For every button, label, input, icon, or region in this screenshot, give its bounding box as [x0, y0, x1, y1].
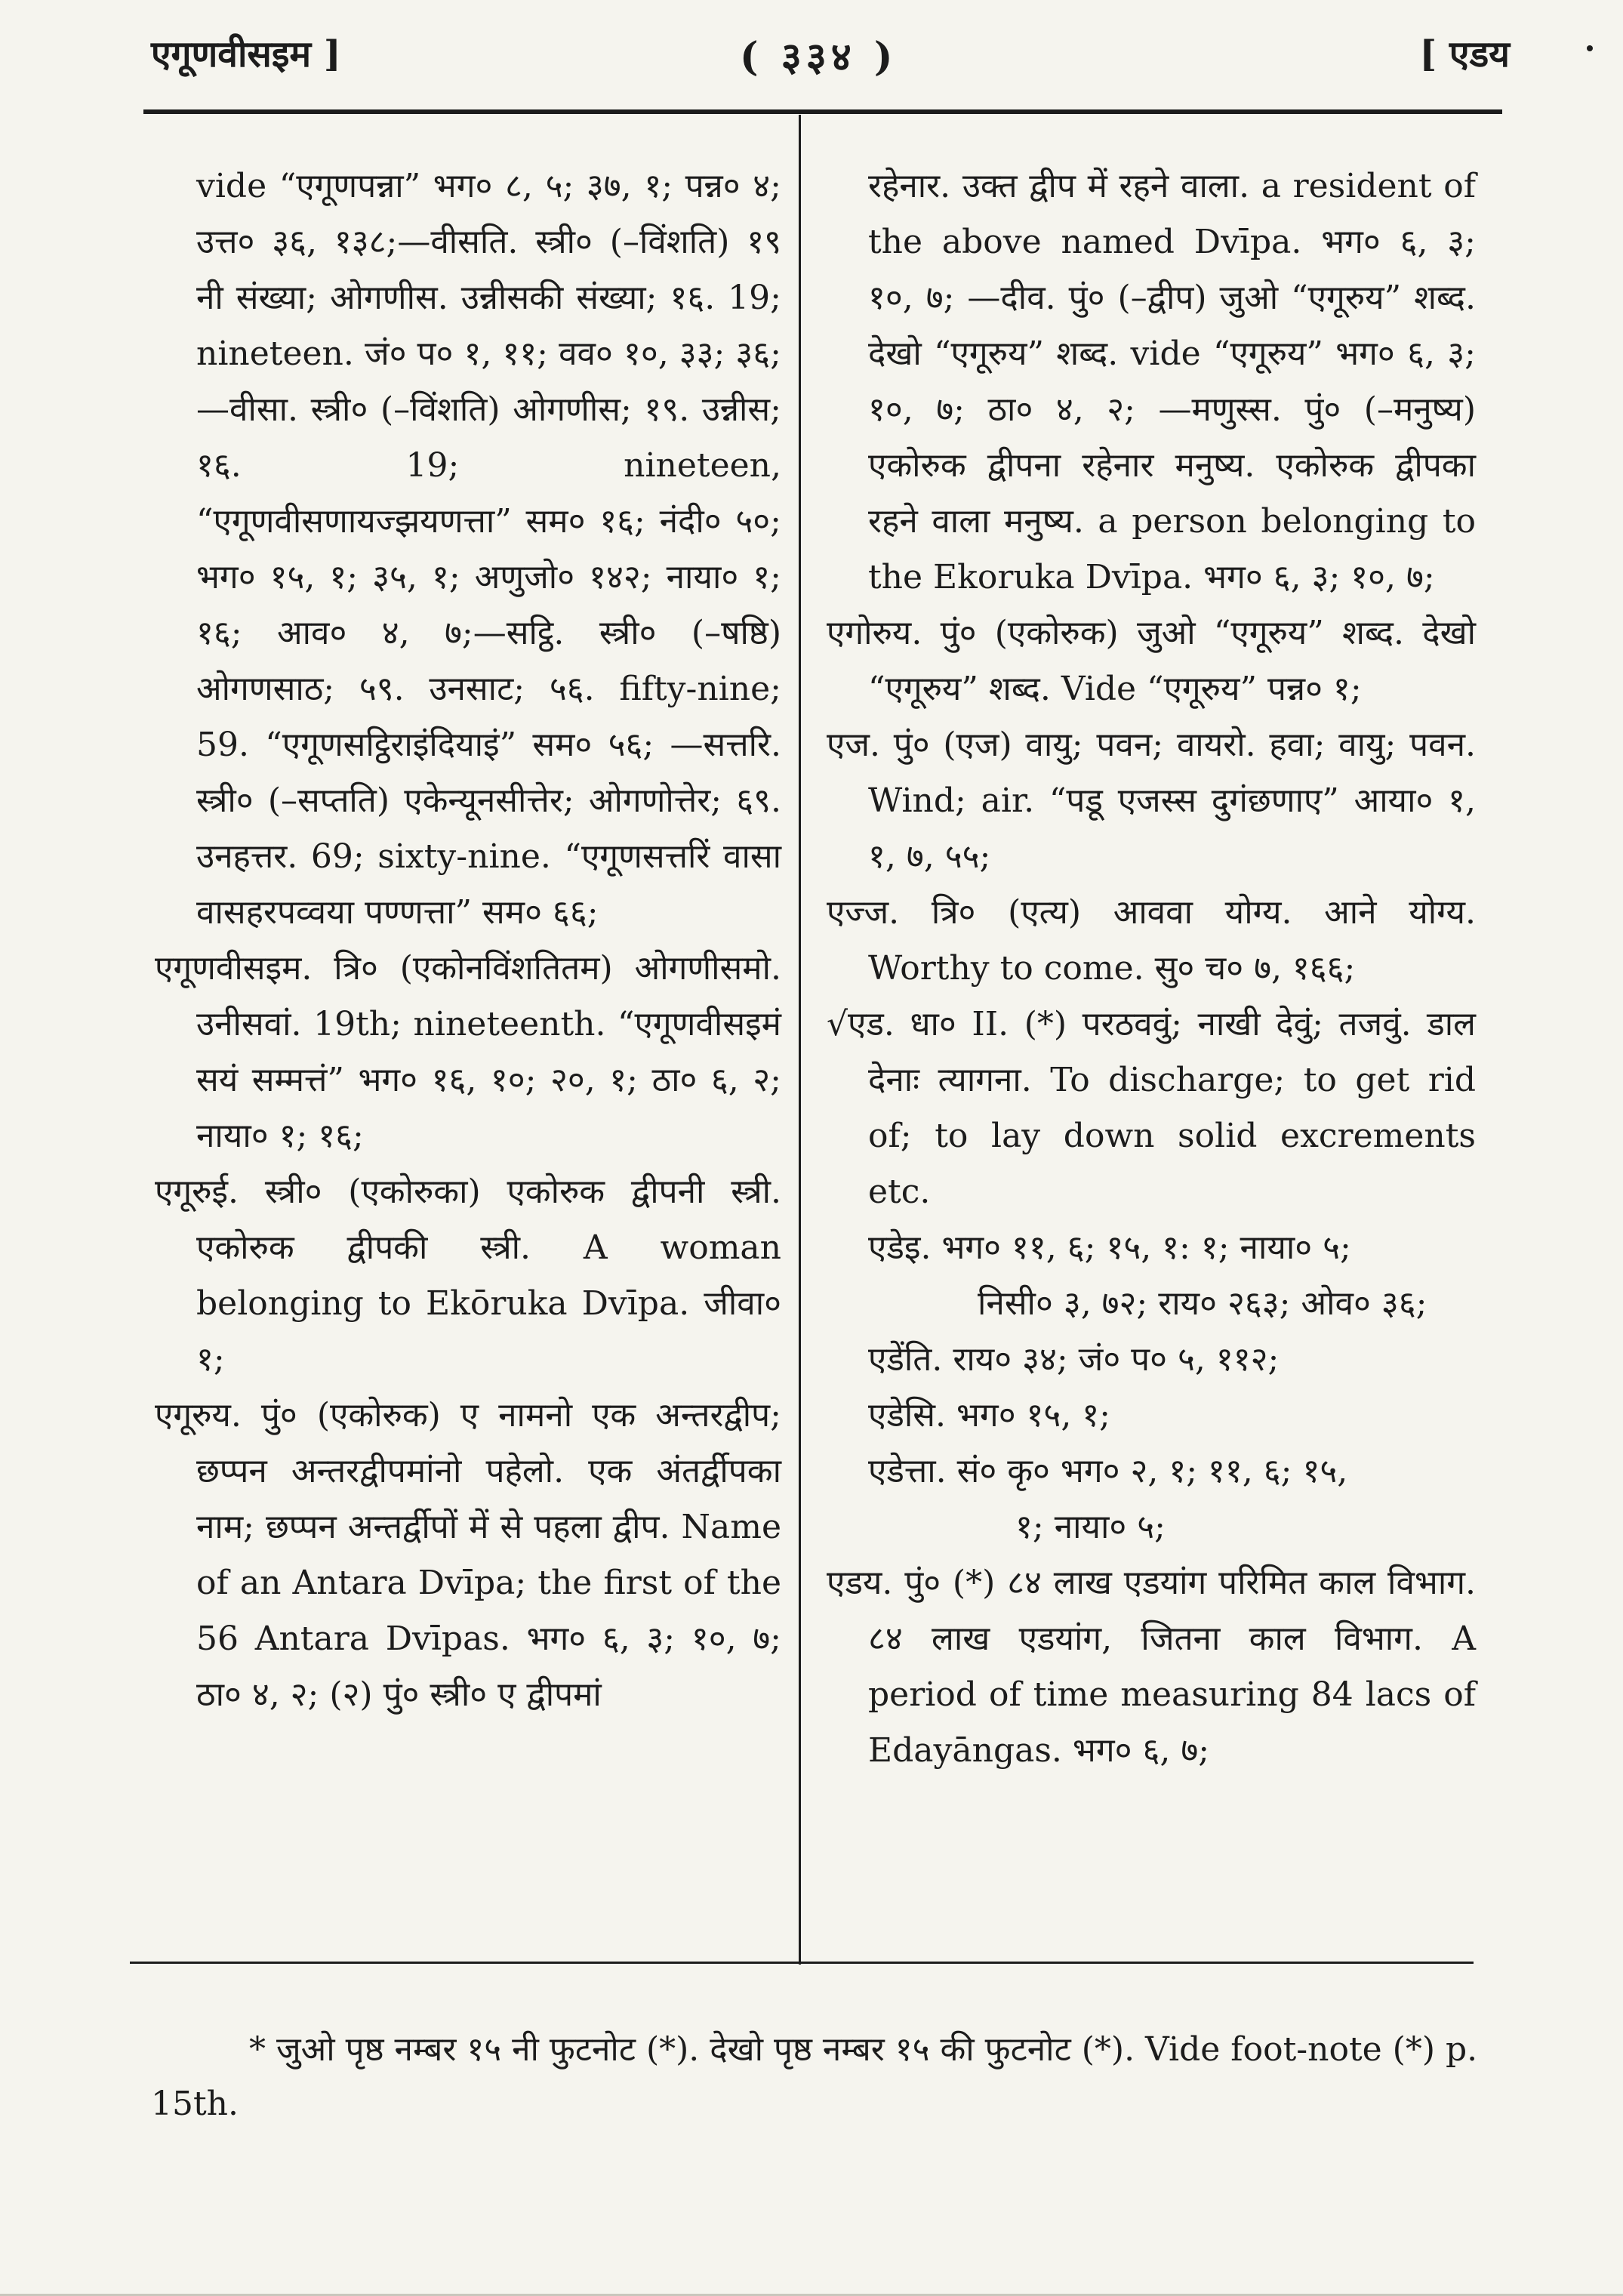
- verb-form-line: एडेइ. भग० ११, ६; १५, १: १; नाया० ५;: [868, 1228, 1351, 1267]
- verb-form-line: १; नाया० ५;: [1015, 1508, 1166, 1546]
- header-first-word: एगूणवीसइम ]: [151, 33, 341, 76]
- margin-dot: [1587, 45, 1593, 51]
- verb-form-line: निसी० ३, ७२; राय० २६३; ओव० ३६;: [978, 1284, 1427, 1323]
- verb-form-line: एडेंति. राय० ३४; जं० प० ५, ११२;: [868, 1340, 1280, 1379]
- page-header: [151, 29, 1510, 97]
- dictionary-entry: √एड. धा० II. (*) परठववुं; नाखी देवुं; तजवुं. डाल देनाः त्यागना. To discharge; to get rid of; to lay down solid excrements etc.: [827, 1005, 1476, 1211]
- header-rule: [143, 109, 1502, 114]
- page-number: ( ३३४ ): [740, 34, 898, 80]
- dictionary-entry: एज्ज. त्रि० (एत्य) आववा योग्य. आने योग्य. Worthy to come. सु० च० ७, १६६;: [827, 893, 1476, 988]
- dictionary-entry: एगूरुय. पुं० (एकोरुक) ए नामनो एक अन्तरद्वीप; छप्पन अन्तरद्वीपमांनो पहेलो. एक अंतर्द्वीपका नाम; छप्पन अन्तर्द्वीपों में से पहला द्वीप. Name of an Antara Dvīpa; the first of the 56 Antara Dvīpas. भग० ६, ३; १०, ७; ठा० ४, २; (२) पुं० स्त्री० ए द्वीपमां: [155, 1396, 781, 1714]
- dictionary-entry: रहेनार. उक्त द्वीप में रहने वाला. a resident of the above named Dvīpa. भग० ६, ३; १०, ७; —दीव. पुं० (–द्वीप) जुओ “एगूरुय” शब्द. देखो “एगूरुय” शब्द. vide “एगूरुय” भग० ६, ३; १०, ७; ठा० ४, २; —मणुस्स. पुं० (–मनुष्य) एकोरुक द्वीपना रहेनार मनुष्य. एकोरुक द्वीपका रहने वाला मनुष्य. a person belonging to the Ekoruka Dvīpa. भग० ६, ३; १०, ७;: [868, 167, 1476, 596]
- left-column: [155, 159, 781, 1723]
- verb-form-line: एडेत्ता. सं० कृ० भग० २, १; ११, ६; १५,: [868, 1452, 1348, 1490]
- verb-form-line: एडेसि. भग० १५, १;: [868, 1396, 1110, 1435]
- footnote-rule: [130, 1962, 1474, 1964]
- dictionary-entry: एगूणवीसइम. त्रि० (एकोनविंशतितम) ओगणीसमो. उनीसवां. 19th; nineteenth. “एगूणवीसइमं सयं सम्मत्तं” भग० १६, १०; २०, १; ठा० ६, २; नाया० १; १६;: [155, 949, 781, 1155]
- column-divider: [799, 115, 801, 1965]
- footnote: * जुओ पृष्ठ नम्बर १५ नी फुटनोट (*). देखो पृष्ठ नम्बर १५ की फुटनोट (*). Vide foot-note (*) p. 15th.: [151, 2030, 1478, 2123]
- header-last-word: [ एडय: [1419, 33, 1510, 76]
- dictionary-entry: एज. पुं० (एज) वायु; पवन; वायरो. हवा; वायु; पवन. Wind; air. “पडू एजस्स दुगंछणाए” आया० १, १, ७, ५५;: [827, 726, 1476, 876]
- right-column: [827, 159, 1476, 1779]
- dictionary-entry: एगूरुई. स्त्री० (एकोरुका) एकोरुक द्वीपनी स्त्री. एकोरुक द्वीपकी स्त्री. A woman belonging to Ekōruka Dvīpa. जीवा० १;: [155, 1173, 781, 1379]
- dictionary-entry: एडय. पुं० (*) ८४ लाख एडयांग परिमित काल विभाग. ८४ लाख एडयांग, जितना काल विभाग. A period of time measuring 84 lacs of Edayāngas. भग० ६, ७;: [827, 1564, 1476, 1770]
- dictionary-entry: एगोरुय. पुं० (एकोरुक) जुओ “एगूरुय” शब्द. देखो “एगूरुय” शब्द. Vide “एगूरुय” पन्न० १;: [827, 614, 1476, 708]
- dictionary-entry: vide “एगूणपन्ना” भग० ८, ५; ३७, १; पन्न० ४; उत्त० ३६, १३८;—वीसति. स्त्री० (–विंशति) १९ नी संख्या; ओगणीस. उन्नीसकी संख्या; १६. 19; nineteen. जं० प० १, ११; वव० १०, ३३; ३६;—वीसा. स्त्री० (–विंशति) ओगणीस; १९. उन्नीस; १६. 19; nineteen, “एगूणवीसणायज्झयणत्ता” सम० १६; नंदी० ५०; भग० १५, १; ३५, १; अणुजो० १४२; नाया० १; १६; आव० ४, ७;—सट्ठि. स्त्री० (–षष्ठि) ओगणसाठ; ५९. उनसाट; ५६. fifty-nine; 59. “एगूणसट्ठिराइंदियाइं” सम० ५६; —सत्तरि. स्त्री० (–सप्तति) एकेन्यूनसीत्तेर; ओगणोत्तेर; ६९. उनहत्तर. 69; sixty-nine. “एगूणसत्तरिं वासा वासहरपव्वया पण्णत्ता” सम० ६६;: [196, 167, 781, 932]
